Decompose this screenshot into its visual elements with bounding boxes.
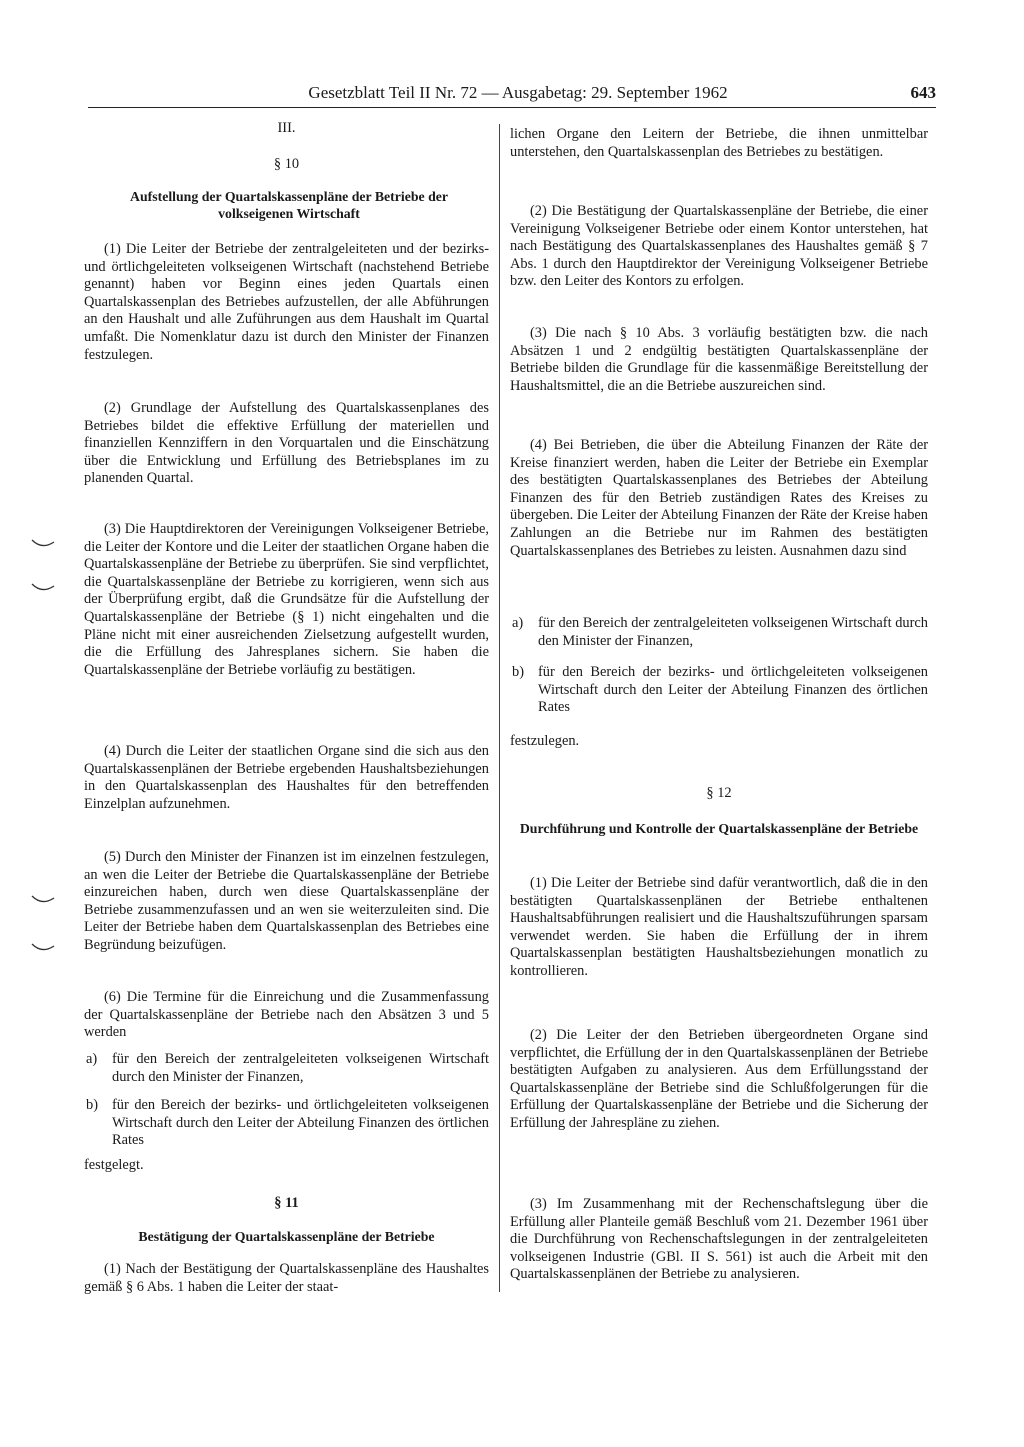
- paragraph-10-2: (2) Grundlage der Aufstellung des Quartalskassenplanes des Betriebes bildet die effektive Erfüllung der materiellen und finanziellen Kennziffern in den Vorquartalen und die Einschätzung über die Entwicklung und Erfüllung des Betriebsplanes im zu planenden Quartal.: [84, 400, 489, 487]
- list-item-label: b): [512, 664, 524, 680]
- header-rule: [88, 107, 936, 108]
- paragraph-11-3: (3) Die nach § 10 Abs. 3 vorläufig bestätigten bzw. die nach Absätzen 1 und 2 endgültig bestätigten Quartalskassenpläne der Betriebe bilden die Grundlage für die kassenmäßige Bereitstellung der Haushaltsmittel, die an die Betriebe auszureichen sind.: [510, 325, 928, 394]
- margin-mark: [30, 580, 56, 594]
- paragraph-11-1-start: (1) Nach der Bestätigung der Quartalskassenpläne des Haushaltes gemäß § 6 Abs. 1 haben die Leiter der staat-: [84, 1261, 489, 1295]
- list-item-a: [510, 615, 928, 650]
- column-divider: [499, 124, 500, 1292]
- paragraph-12-1: (1) Die Leiter der Betriebe sind dafür verantwortlich, daß die in den bestätigten Quartalskassenplänen der Betriebe enthaltenen Haushaltsabführungen realisiert und die Haushaltszuführungen sparsam verwendet werden. Sie haben die Erfüllung der in ihrem Quartalskassenplan bestätigten Haushaltsbeziehungen monatlich zu kontrollieren.: [510, 875, 928, 979]
- list-item-label: a): [512, 615, 524, 631]
- paragraph-11-label: § 11: [274, 1195, 299, 1211]
- paragraph-10-heading: Aufstellung der Quartalskassenpläne der Betriebe der volkseigenen Wirtschaft: [130, 189, 448, 221]
- margin-mark: [30, 940, 56, 954]
- paragraph-10-label: § 10: [273, 156, 300, 172]
- running-header: Gesetzblatt Teil II Nr. 72 — Ausgabetag: 29. September 1962: [308, 83, 728, 102]
- paragraph-11-heading: Bestätigung der Quartalskassenpläne der Betriebe: [138, 1229, 435, 1244]
- paragraph-10-4: (4) Durch die Leiter der staatlichen Organe sind die sich aus den Quartalskassenplänen der Betriebe ergebenden Haushaltsbeziehungen in den Quartalskassenplan des Haushaltes für den betreffenden Einzelplan aufzunehmen.: [84, 743, 489, 812]
- paragraph-10-5: (5) Durch den Minister der Finanzen ist im einzelnen festzulegen, an wen die Leiter der Betriebe die Quartalskassenpläne der Betriebe einzureichen haben, durch wen diese Quartalskassenpläne der Betriebe zusammenzufassen und an wen sie weiterzuleiten sind. Die Leiter der Betriebe haben dem Quartalskassenplan des Betriebes eine Begründung beizufügen.: [84, 849, 489, 953]
- paragraph-11-4: (4) Bei Betrieben, die über die Abteilung Finanzen der Räte der Kreise finanziert werden, haben die Leiter der Betriebe ein Exemplar des bestätigten Quartalskassenplanes des Betriebes der Abteilung Finanzen des für den Betrieb zuständigen Rates des Kreises zu übergeben. Die Leiter der Abteilung Finanzen der Räte der Kreise haben Zahlungen an die Betriebe nur im Rahmen des bestätigten Quartalskassenplanes des Betriebes zu leisten. Ausnahmen dazu sind: [510, 437, 928, 559]
- paragraph-12-label: § 12: [706, 785, 732, 801]
- margin-mark: [30, 536, 56, 550]
- section-roman-numeral: III.: [277, 120, 296, 136]
- paragraph-10-6: (6) Die Termine für die Einreichung und die Zusammenfassung der Quartalskassenpläne der Betriebe nach den Absätzen 3 und 5 werden: [84, 989, 489, 1041]
- list-item-text: für den Bereich der bezirks- und örtlichgeleiteten volkseigenen Wirtschaft durch den Leiter der Abteilung Finanzen des örtlichen Rates: [538, 664, 928, 716]
- list-item-text: für den Bereich der zentralgeleiteten volkseigenen Wirtschaft durch den Minister der Finanzen,: [538, 615, 928, 649]
- paragraph-11-4-end: festzulegen.: [510, 733, 580, 749]
- paragraph-10-3: (3) Die Hauptdirektoren der Vereinigungen Volkseigener Betriebe, die Leiter der Kontore und die Leiter der staatlichen Organe haben die Quartalskassenpläne der Betriebe zu überprüfen. Sie sind verpflichtet, die Quartalskassenpläne der Betriebe zu korrigieren, wenn sich aus der Überprüfung ergibt, daß die Grundsätze für die Aufstellung der Quartalskassenpläne der Betriebe (§ 1) nicht eingehalten und die Pläne nicht mit einer ausreichenden Zielsetzung aufgestellt wurden, die die Erfüllung des Jahresplanes sichern. Sie haben die Quartalskassenpläne der Betriebe vorläufig zu bestätigen.: [84, 521, 489, 678]
- list-item-label: b): [86, 1097, 98, 1113]
- paragraph-10-6-end: festgelegt.: [84, 1157, 144, 1173]
- list-item-b: [510, 664, 928, 717]
- paragraph-12-2: (2) Die Leiter der den Betrieben übergeordneten Organe sind verpflichtet, die Erfüllung der in den Quartalskassenplänen der Betriebe bestätigten Aufgaben zu analysieren. Aus dem Erfüllungsstand der Quartalskassenpläne der Betriebe sind die Schlußfolgerungen für die Erfüllung der Quartalskassenpläne der Betriebe und die Sicherung der Erfüllung der Jahrespläne zu ziehen.: [510, 1027, 928, 1131]
- paragraph-10-1: (1) Die Leiter der Betriebe der zentralgeleiteten und der bezirks- und örtlichgeleiteten volkseigenen Wirtschaft (nachstehend Betriebe genannt) haben vor Beginn eines jeden Quartals einen Quartalskassenplan des Betriebes aufzustellen, der alle Abführungen an den Haushalt und alle Zuführungen aus dem Haushalt im Quartal umfaßt. Die Nomenklatur dazu ist durch den Minister der Finanzen festzulegen.: [84, 241, 489, 363]
- paragraph-11-2: (2) Die Bestätigung der Quartalskassenpläne der Betriebe, die einer Vereinigung Volkseigener Betriebe oder einem Kontor unterstehen, hat nach Bestätigung des Quartalskassenplanes des Haushaltes gemäß § 7 Abs. 1 durch den Hauptdirektor der Vereinigung Volkseigener Betriebe bzw. den Leiter des Kontors zu erfolgen.: [510, 203, 928, 290]
- list-item-text: für den Bereich der bezirks- und örtlichgeleiteten volkseigenen Wirtschaft durch den Leiter der Abteilung Finanzen des örtlichen Rates: [112, 1097, 489, 1149]
- list-item-a: [84, 1051, 489, 1086]
- list-item-text: für den Bereich der zentralgeleiteten volkseigenen Wirtschaft durch den Minister der Finanzen,: [112, 1051, 489, 1085]
- paragraph-12-heading: Durchführung und Kontrolle der Quartalskassenpläne der Betriebe: [519, 821, 919, 836]
- page-number: 643: [910, 83, 936, 102]
- margin-mark: [30, 892, 56, 906]
- list-item-label: a): [86, 1051, 98, 1067]
- list-item-b: [84, 1097, 489, 1150]
- paragraph-12-3: (3) Im Zusammenhang mit der Rechenschaftslegung über die Erfüllung aller Planteile gemäß Beschluß vom 21. Dezember 1961 über die Durchführung von Rechenschaftslegungen in der zentralgeleiteten volkseigenen Industrie (GBl. II S. 561) ist auch die Arbeit mit den Quartalskassenplänen der Betriebe zu analysieren.: [510, 1196, 928, 1283]
- paragraph-11-1-continued: lichen Organe den Leitern der Betriebe, die ihnen unmittelbar unterstehen, den Quartalskassenplan des Betriebes zu bestätigen.: [510, 126, 928, 160]
